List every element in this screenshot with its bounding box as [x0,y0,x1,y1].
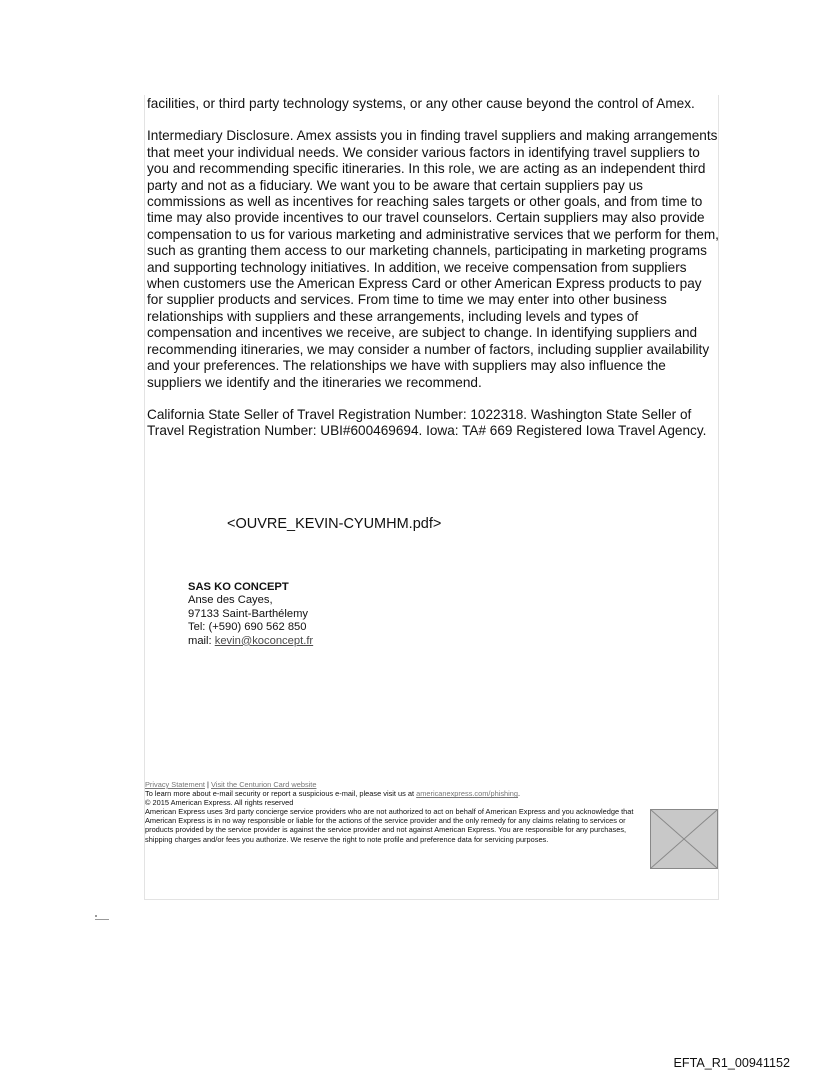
company-name: SAS KO CONCEPT [188,581,289,593]
phone-number: Tel: (+590) 690 562 850 [188,621,307,634]
centurion-card-link[interactable]: Visit the Centurion Card website [211,780,317,789]
phishing-link[interactable]: americanexpress.com/phishing [416,789,518,799]
phishing-end: . [517,789,521,799]
mail-label: mail: [188,634,215,647]
paragraph-intermediary-disclosure: Intermediary Disclosure. Amex assists you in finding travel suppliers and making arrangements that meet your individual needs. We consider various factors in identifying travel suppliers to you and recommending specific itineraries. In this role, we are acting as an independent third party and not as a fiduciary. We want you to be aware that certain suppliers pay us commissions as well as incentives for reaching sales targets or other goals, and from time to time may also provide incentives to our travel counselors. Certain suppliers may also provide compensation to us for various marketing and administrative services that we perform for them, such as granting them access to our marketing channels, participating in marketing programs and supporting technology initiatives. In addition, we receive compensation from suppliers when customers use the American Express Card or other American Express products to pay for supplier products and services. From time to time we may enter into other business relationships with suppliers and these arrangements, including levels and types of compensation and incentives we receive, are subject to change. In identifying suppliers and recommending itineraries, we may consider a number of factors, including supplier availability and your preferences. The relationships we have with suppliers may also influence the suppliers we identify and the itineraries we recommend. [147,128,719,390]
footer-separator: | [204,780,212,789]
paragraph-control: facilities, or third party technology systems, or any other cause beyond the control of Amex. [147,96,695,111]
footer [145,780,720,844]
disclaimer: American Express uses 3rd party concierge service providers who are not authorized to act on behalf of American Express and you acknowledge that American Express is in no way responsible or liable for the actions of the service provider and the only remedy for any claims relating to services or products provided by the service provider is against the service provider and not against American Express. You are responsible for any purchases, shipping charges and/or fees you authorize. We reserve the right to note profile and preference data for servicing purposes. [145,807,634,844]
signature-block [188,581,313,648]
address-line-2: 97133 Saint-Barthélemy [188,607,309,620]
mail-line [188,635,313,648]
email-link[interactable]: kevin@koconcept.fr [214,634,314,647]
phishing-text: To learn more about e-mail security or report a suspicious e-mail, please visit us at [145,789,417,799]
footer-links [145,780,720,789]
attachment-reference[interactable]: <OUVRE_KEVIN-CYUMHM.pdf> [227,516,442,532]
privacy-statement-link[interactable]: Privacy Statement [145,780,205,789]
stray-mark [95,915,109,920]
bates-number: EFTA_R1_00941152 [673,1056,790,1070]
copyright: © 2015 American Express. All rights reserved [145,798,294,808]
broken-image-icon [650,809,718,869]
email-body [147,96,719,456]
paragraph-registration: California State Seller of Travel Registration Number: 1022318. Washington State Seller of Travel Registration Number: UBI#600469694. Iowa: TA# 669 Registered Iowa Travel Agency. [147,406,707,439]
address-line-1: Anse des Cayes, [188,594,273,607]
phishing-notice [145,789,720,798]
